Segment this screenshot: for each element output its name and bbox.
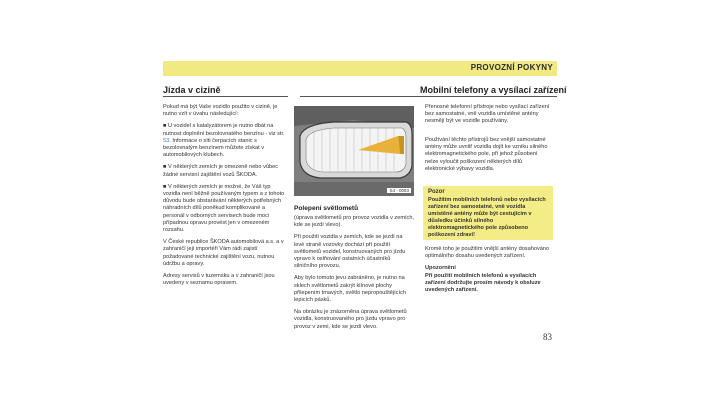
section-header-bar <box>163 61 557 76</box>
middle-subtitle: Polepení světlometů <box>294 205 359 212</box>
left-bullet-1: ■ U vozidel s katalyzátorem je nutno dbát na nutnost doplnění bezolovnatého benzínu - viz str. 53. Informace o síti čerpacích stanic s bezolovnatým benzínem můžete získat v automobilových klubech. <box>163 123 285 159</box>
page-link[interactable]: 53 <box>163 137 170 144</box>
right-lower <box>425 246 551 299</box>
page-number: 83 <box>543 332 552 342</box>
left-bullet-2: ■ V některých zemích je omezeně nebo vůbec žádné servisní zajištění vozů ŠKODA. <box>163 164 279 178</box>
middle-paragraph-4: Na obrázku je znázorněna úprava světlometů vozidla, konstruovaného pro jízdu vpravo pro provoz v zemi, kde se jezdí vlevo. <box>294 309 407 330</box>
middle-paragraph-3: Aby bylo tomuto jevu zabráněno, je nutno na sklech světlometů zakrýt klínové plochy přilepením tmavých, světlo nepropouštějících lepicích pásků. <box>294 275 406 304</box>
headlight-illustration <box>294 106 414 196</box>
warning-body: Použitím mobilních telefonů nebo vysílacích zařízení bez samostatné, vně vozidla umístěné antény může být cestujícím v důsledku účinků silného elektromagnetického pole způsobeno poškození zdraví! <box>428 197 546 239</box>
note-body: Při použití mobilních telefonů a vysílacích zařízení dodržujte prosím návody k obsluze uvedených zařízení. <box>425 272 541 294</box>
left-section-title: Jízda v cizině <box>163 85 221 95</box>
right-section-title: Mobilní telefony a vysílací zařízení <box>420 85 567 95</box>
right-paragraph-2: Používání těchto přístrojů bez vnější samostatné antény může uvnitř vozidla dojít ke vzniku silného elektromagnetického pole, při jehož působení nelze vyloučit poškození některých dílů elektronické výbavy vozidla. <box>425 137 548 172</box>
warning-box <box>423 186 553 240</box>
right-title-rule <box>300 96 557 97</box>
right-intro: Přenosné telefonní přístroje nebo vysílací zařízení bez samostatné, vně vozidla umístěné antény nesmějí být ve vozidle používány. <box>425 104 550 125</box>
right-paragraph-3: Kromě toho je použitím vnější antény dosahováno optimálního dosahu uvedených zařízení. <box>425 246 550 260</box>
figure-code: S4 - 0083 <box>389 188 409 193</box>
left-intro: Pokud má být Vaše vozidlo použito v cizině, je nutno vzít v úvahu následující: <box>163 104 278 118</box>
left-paragraph-3: Adresy servisů v tuzemsku a v zahraničí jsou uvedeny v seznamu opravem. <box>163 273 275 287</box>
headlight-figure <box>294 106 414 196</box>
middle-paragraph-1: (úprava světlometů pro provoz vozidla v zemích, kde se jezdí vlevo). <box>294 215 415 229</box>
middle-column <box>294 215 414 336</box>
warning-title: Pozor <box>428 189 445 195</box>
note-title: Upozornění <box>425 265 456 272</box>
left-title-rule <box>163 96 288 97</box>
left-bullet-3: ■ V některých zemích je možné, že Váš typ vozidla není běžně používaným typem a z tohoto důvodu bude obstarávání některých potřebných náhradních dílů poněkud komplikované a personál v odborných servisech bude moci případnou opravu provést jen v omezeném rozsahu. <box>163 183 285 234</box>
section-header-label: PROVOZNÍ POKYNY <box>470 63 553 72</box>
middle-paragraph-2: Při použití vozidla v zemích, kde se jezdí na levé straně vozovky dochází při použití světlometů vozidel, konstruovaných pro jízdu vpravo k oslňování ostatních účastníků silničního provozu. <box>294 234 406 270</box>
left-paragraph-2: V České republice ŠKODA automobilová a.s. a v zahraničí její importéři Vám rádi zajistí požadované technické zajištění vozu, nutnou údržbu a opravy. <box>163 239 284 267</box>
left-column <box>163 104 287 292</box>
